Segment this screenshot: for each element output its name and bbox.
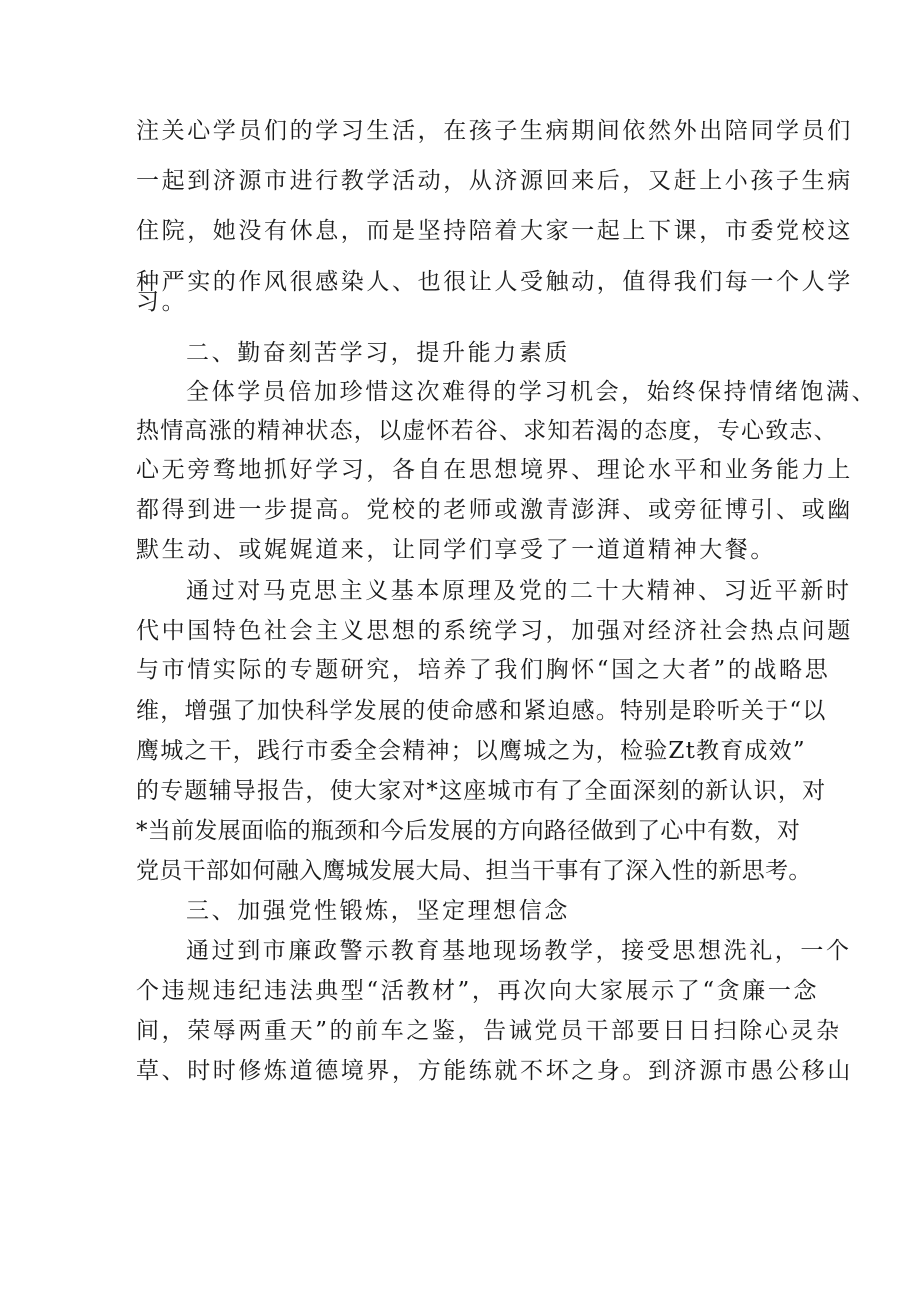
body-text-line: 住院，她没有休息，而是坚持陪着大家一起上下课，市委党校这 — [136, 218, 853, 244]
body-text-line: 习。 — [136, 289, 188, 315]
body-text-line: 注关心学员们的学习生活，在孩子生病期间依然外出陪同学员们 — [136, 118, 853, 144]
body-text-line: 的专题辅导报告，使大家对*这座城市有了全面深刻的新认识，对 — [136, 778, 827, 804]
body-text-line: 默生动、或娓娓道来，让同学们享受了一道道精神大餐。 — [136, 537, 776, 563]
body-text-line: 代中国特色社会主义思想的系统学习，加强对经济社会热点问题 — [136, 618, 853, 644]
body-text-line: 间，荣辱两重天”的前车之鉴，告诫党员干部要日日扫除心灵杂 — [136, 1018, 842, 1044]
body-text-line: 与市情实际的专题研究，培养了我们胸怀“国之大者”的战略思 — [136, 657, 831, 683]
body-text-line: 维，增强了加快科学发展的使命感和紧迫感。特别是聆听关于“以 — [136, 698, 827, 724]
paragraph-first-line: 全体学员倍加珍惜这次难得的学习机会，始终保持情绪饱满、 — [186, 379, 878, 405]
body-text-line: 党员干部如何融入鹰城发展大局、担当干事有了深入性的新思考。 — [136, 858, 812, 884]
body-text-line: 热情高涨的精神状态，以虚怀若谷、求知若渴的态度，专心致志、 — [136, 418, 838, 444]
paragraph-first-line: 通过对马克思主义基本原理及党的二十大精神、习近平新时 — [186, 578, 852, 604]
body-text-line: 鹰城之干，践行市委全会精神；以鹰城之为，检验Zt教育成效” — [136, 738, 806, 764]
body-text-line: 一起到济源市进行教学活动，从济源回来后，又赶上小孩子生病 — [136, 168, 853, 194]
body-text-line: *当前发展面临的瓶颈和今后发展的方向路径做到了心中有数，对 — [136, 818, 801, 844]
body-text-line: 心无旁骛地抓好学习，各自在思想境界、理论水平和业务能力上 — [136, 457, 853, 483]
paragraph-first-line: 通过到市廉政警示教育基地现场教学，接受思想洗礼，一个 — [186, 938, 852, 964]
section-heading: 二、勤奋刻苦学习，提升能力素质 — [186, 340, 570, 366]
body-text-line: 草、时时修炼道德境界，方能练就不坏之身。到济源市愚公移山 — [136, 1058, 853, 1084]
body-text-line: 种严实的作风很感染人、也很让人受触动，值得我们每一个人学 — [136, 269, 853, 295]
section-heading: 三、加强党性锻炼，坚定理想信念 — [186, 898, 570, 924]
body-text-line: 个违规违纪违法典型“活教材”，再次向大家展示了“贪廉一念 — [136, 978, 820, 1004]
body-text-line: 都得到进一步提高。党校的老师或激青澎湃、或旁征博引、或幽 — [136, 497, 853, 523]
